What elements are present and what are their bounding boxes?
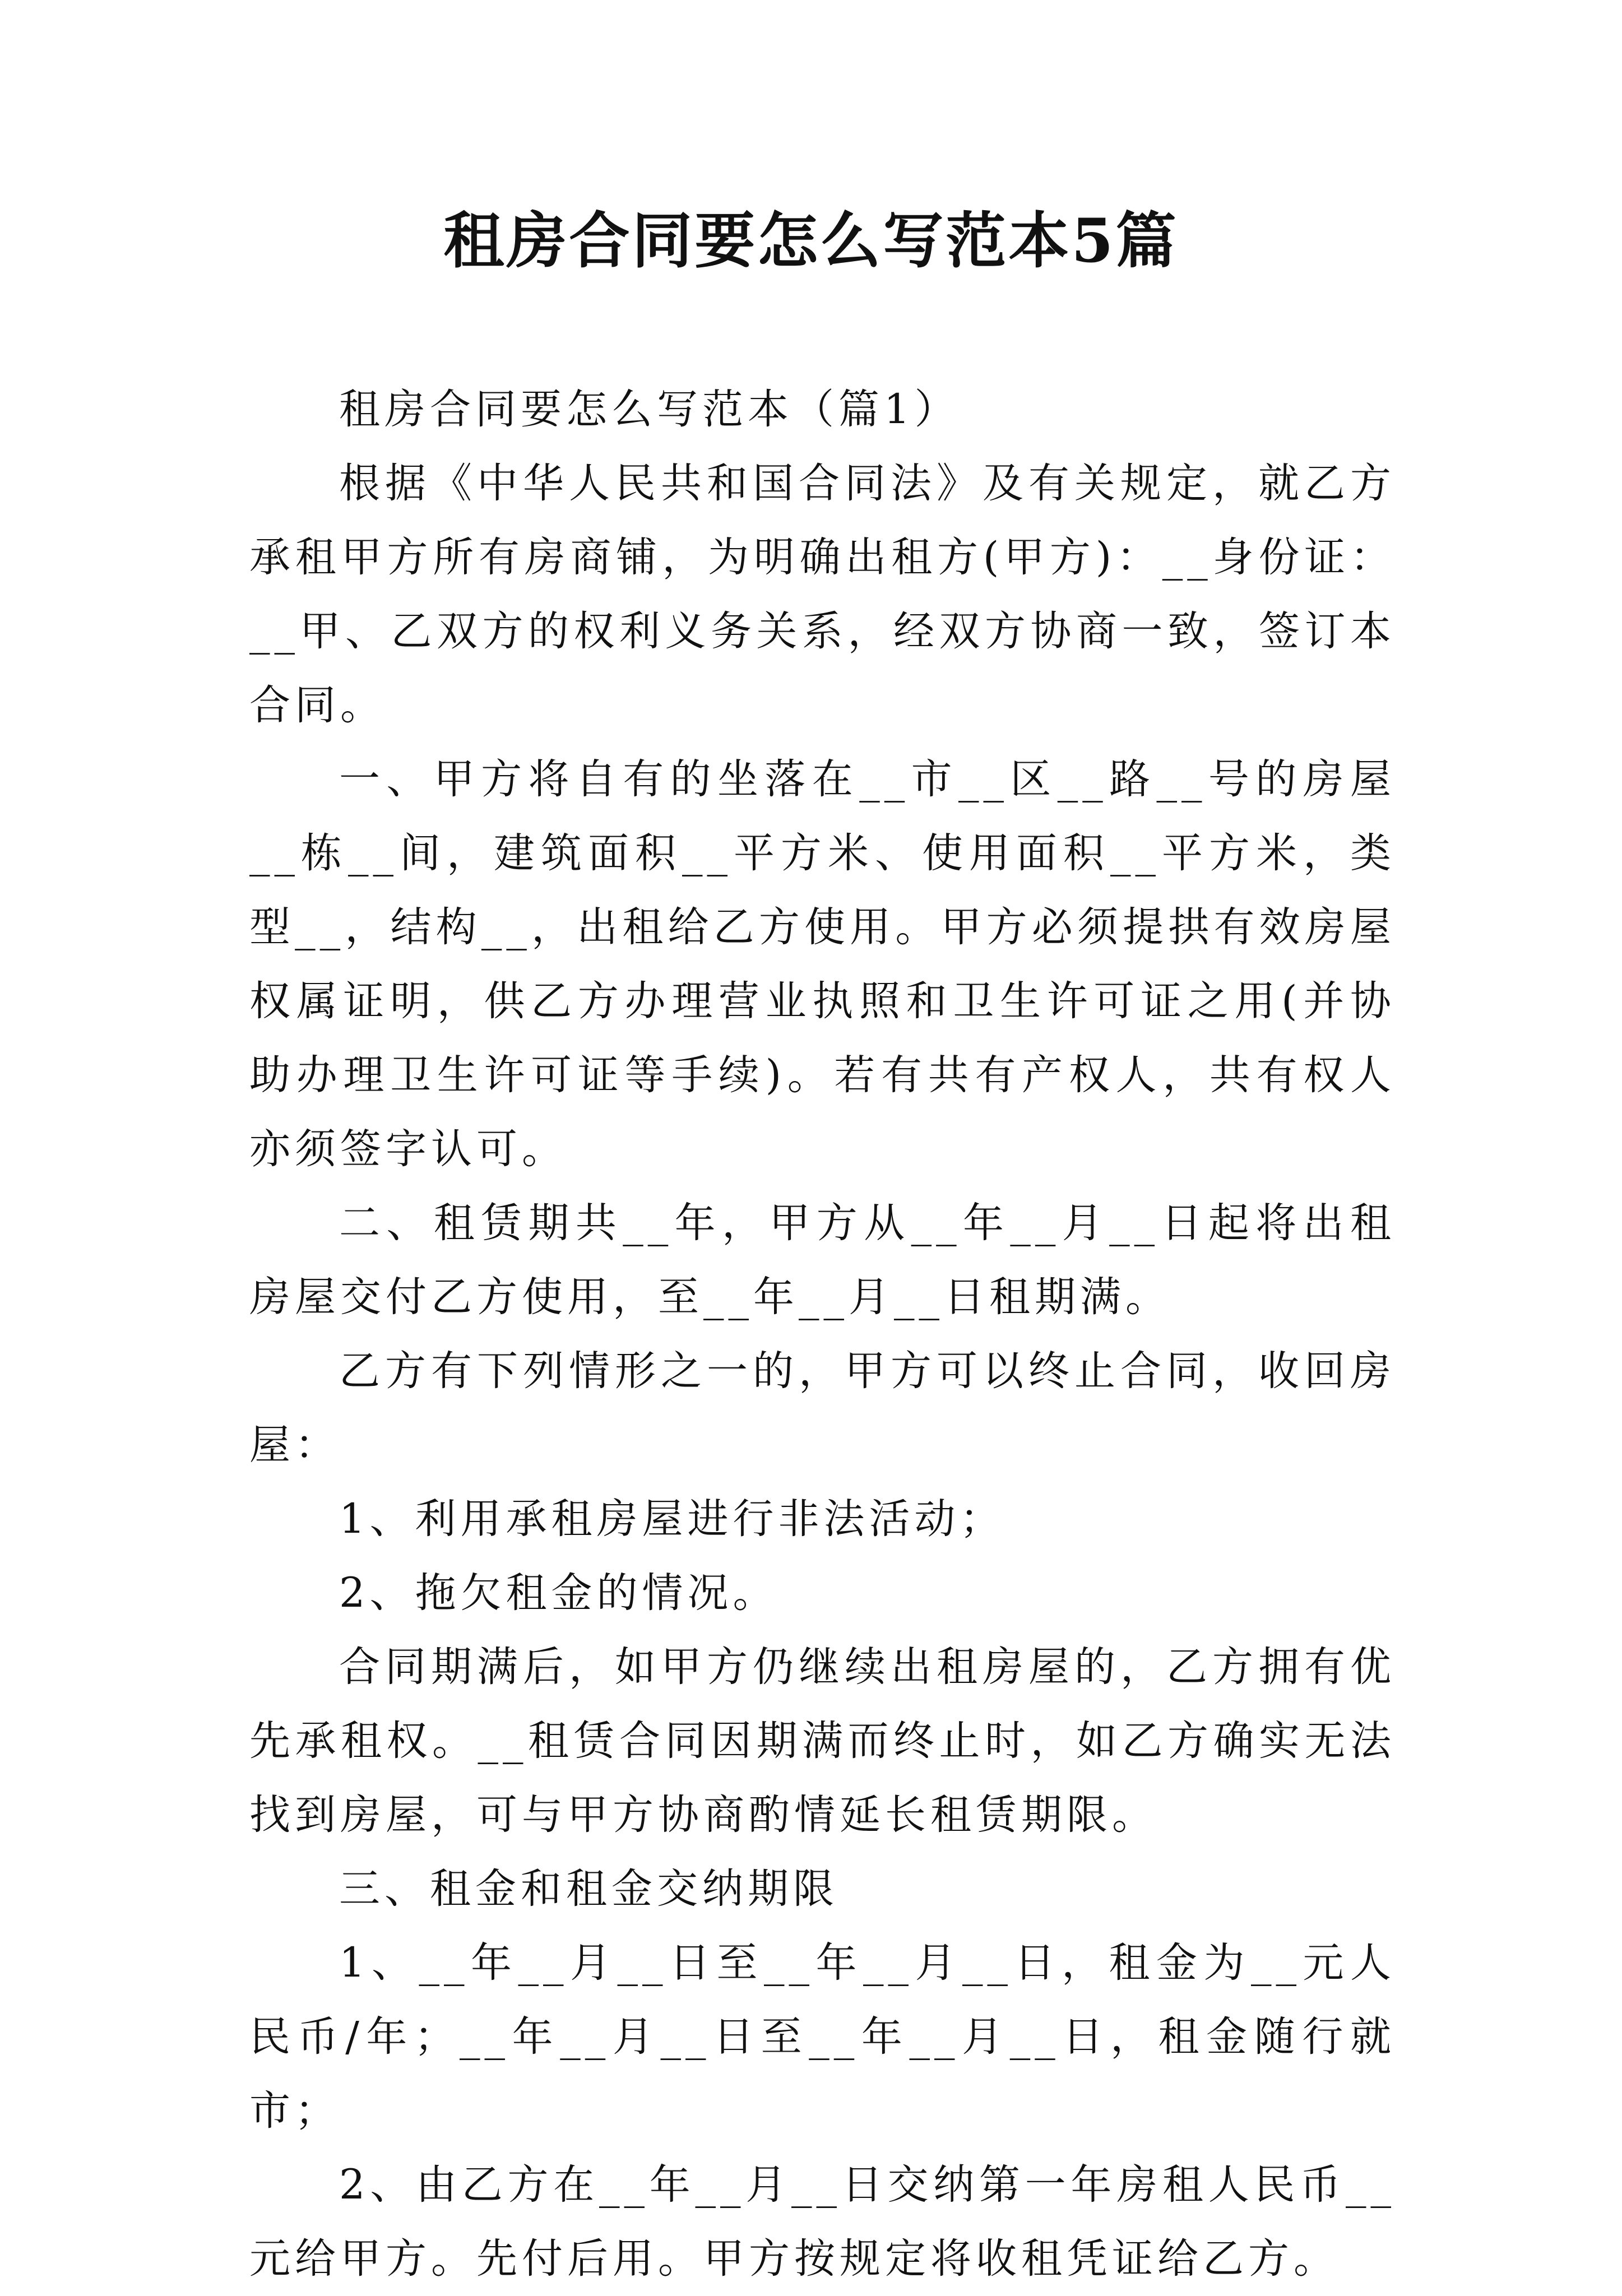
document-body [249,373,1396,2296]
document-title: 租房合同要怎么写范本5篇 [443,206,1179,276]
list-item: 1、利用承租房屋进行非法活动； [339,1495,1005,1543]
section-heading: 租房合同要怎么写范本（篇1） [339,386,960,433]
list-item: 2、拖欠租金的情况。 [339,1569,778,1617]
paragraph: 合同期满后，如甲方仍继续出租房屋的，乙方拥有优先承租权。__租赁合同因期满而终止时，如乙方确实无法找到房屋，可与甲方协商酌情延长租赁期限。 [249,1643,1396,1839]
paragraph: 一、甲方将自有的坐落在__市__区__路__号的房屋__栋__间，建筑面积__平方米、使用面积__平方米，类型__，结构__，出租给乙方使用。甲方必须提拱有效房屋权属证明，供乙方办理营业执照和卫生许可证之用(并协助办理卫生许可证等手续)。若有共有产权人，共有权人亦须签字认可。 [249,755,1396,1173]
paragraph: 乙方有下列情形之一的，甲方可以终止合同，收回房屋： [249,1347,1396,1469]
section-heading: 三、租金和租金交纳期限 [339,1865,838,1913]
paragraph: 根据《中华人民共和国合同法》及有关规定，就乙方承租甲方所有房商铺，为明确出租方(甲方)：__身份证：__甲、乙双方的权利义务关系，经双方协商一致，签订本合同。 [249,460,1396,729]
paragraph: 二、租赁期共__年，甲方从__年__月__日起将出租房屋交付乙方使用，至__年__月__日租期满。 [249,1199,1396,1321]
list-item: 2、由乙方在__年__月__日交纳第一年房租人民币__元给甲方。先付后用。甲方按规定将收租凭证给乙方。 [249,2161,1396,2283]
list-item: 1、__年__月__日至__年__月__日，租金为__元人民币/年；__年__月__日至__年__月__日，租金随行就市； [249,1939,1396,2135]
